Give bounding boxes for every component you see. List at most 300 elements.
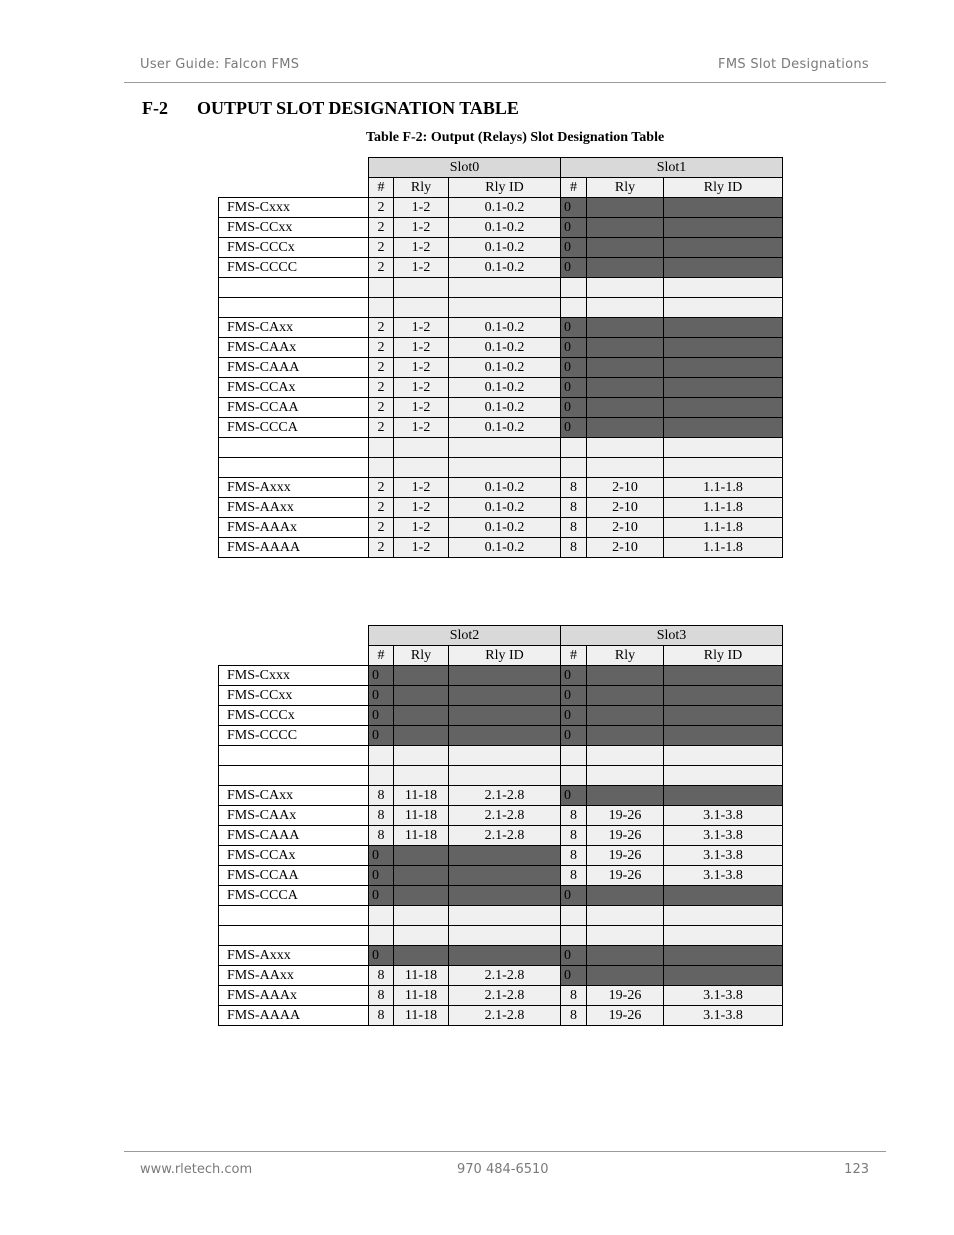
- relay-range: 19-26: [587, 866, 664, 886]
- relay-range: 1-2: [394, 258, 449, 278]
- model-name: FMS-Axxx: [219, 946, 369, 966]
- relay-id-range: 0.1-0.2: [449, 218, 561, 238]
- model-name: FMS-CAxx: [219, 318, 369, 338]
- corner-blank: [219, 646, 369, 666]
- relay-count: 0: [561, 338, 587, 358]
- relay-range: 11-18: [394, 966, 449, 986]
- relay-id-range: 1.1-1.8: [664, 498, 783, 518]
- relay-count: 8: [561, 806, 587, 826]
- relay-count: 0: [369, 726, 394, 746]
- relay-id-range: [664, 766, 783, 786]
- relay-range: [587, 946, 664, 966]
- relay-count: 2: [369, 238, 394, 258]
- slot-header-row: [219, 158, 783, 178]
- col-header-rly-id: Rly ID: [664, 646, 783, 666]
- relay-count: [561, 278, 587, 298]
- table-row: [219, 806, 783, 826]
- relay-count: 0: [561, 666, 587, 686]
- model-name: FMS-CCCA: [219, 418, 369, 438]
- table-row: [219, 826, 783, 846]
- table-row: [219, 966, 783, 986]
- relay-count: 0: [561, 786, 587, 806]
- relay-range: [587, 378, 664, 398]
- relay-count: 2: [369, 198, 394, 218]
- relay-id-range: [449, 866, 561, 886]
- relay-range: [394, 946, 449, 966]
- relay-count: 8: [369, 806, 394, 826]
- col-header-rly: Rly: [394, 646, 449, 666]
- relay-range: [394, 926, 449, 946]
- model-name: FMS-AAAx: [219, 986, 369, 1006]
- header-doc-title: User Guide: Falcon FMS: [140, 57, 300, 72]
- relay-id-range: [664, 666, 783, 686]
- section-number: F-2: [142, 98, 168, 118]
- relay-count: 8: [561, 846, 587, 866]
- relay-range: [587, 418, 664, 438]
- relay-count: 0: [561, 258, 587, 278]
- relay-count: 8: [561, 498, 587, 518]
- relay-range: 2-10: [587, 498, 664, 518]
- col-header-count: #: [369, 646, 394, 666]
- footer-page-number: 123: [844, 1162, 869, 1177]
- relay-range: [394, 886, 449, 906]
- table-row: [219, 338, 783, 358]
- relay-range: 11-18: [394, 986, 449, 1006]
- relay-id-range: [664, 218, 783, 238]
- relay-range: [587, 746, 664, 766]
- relay-count: 2: [369, 318, 394, 338]
- relay-range: [587, 686, 664, 706]
- slot-header: Slot1: [561, 158, 783, 178]
- relay-range: 19-26: [587, 1006, 664, 1026]
- relay-range: 1-2: [394, 238, 449, 258]
- relay-count: [369, 766, 394, 786]
- relay-id-range: [664, 378, 783, 398]
- relay-id-range: [664, 746, 783, 766]
- relay-id-range: [664, 318, 783, 338]
- relay-id-range: 2.1-2.8: [449, 826, 561, 846]
- relay-count: [369, 438, 394, 458]
- model-name: [219, 298, 369, 318]
- relay-id-range: [664, 786, 783, 806]
- model-name: FMS-Axxx: [219, 478, 369, 498]
- model-name: [219, 458, 369, 478]
- relay-range: [587, 238, 664, 258]
- model-name: [219, 926, 369, 946]
- relay-range: 1-2: [394, 318, 449, 338]
- relay-count: 2: [369, 378, 394, 398]
- relay-range: [394, 846, 449, 866]
- relay-range: 19-26: [587, 986, 664, 1006]
- relay-count: 2: [369, 358, 394, 378]
- relay-id-range: 0.1-0.2: [449, 338, 561, 358]
- relay-range: 2-10: [587, 518, 664, 538]
- relay-id-range: [664, 298, 783, 318]
- relay-count: 8: [369, 1006, 394, 1026]
- relay-id-range: [449, 846, 561, 866]
- footer-website: www.rletech.com: [140, 1162, 253, 1177]
- relay-id-range: [449, 298, 561, 318]
- relay-count: 0: [561, 218, 587, 238]
- relay-id-range: [664, 418, 783, 438]
- relay-count: 0: [561, 686, 587, 706]
- relay-count: 8: [561, 986, 587, 1006]
- relay-count: [561, 926, 587, 946]
- spacer-row: [219, 766, 783, 786]
- model-name: FMS-AAxx: [219, 966, 369, 986]
- relay-count: [369, 926, 394, 946]
- relay-count: 8: [369, 966, 394, 986]
- table-row: [219, 1006, 783, 1026]
- relay-id-range: [664, 398, 783, 418]
- model-name: FMS-CAAA: [219, 358, 369, 378]
- relay-count: [561, 438, 587, 458]
- relay-range: [587, 258, 664, 278]
- model-name: FMS-AAAA: [219, 1006, 369, 1026]
- relay-id-range: [449, 726, 561, 746]
- model-name: FMS-CCCC: [219, 258, 369, 278]
- col-header-rly: Rly: [587, 646, 664, 666]
- model-name: FMS-Cxxx: [219, 666, 369, 686]
- slot-header: Slot0: [369, 158, 561, 178]
- col-header-rly: Rly: [394, 178, 449, 198]
- corner-blank: [219, 178, 369, 198]
- relay-count: 8: [369, 786, 394, 806]
- table-row: [219, 666, 783, 686]
- relay-range: [394, 666, 449, 686]
- relay-count: 8: [561, 538, 587, 558]
- relay-count: 0: [561, 398, 587, 418]
- relay-range: [394, 766, 449, 786]
- table-row: [219, 538, 783, 558]
- table-row: [219, 378, 783, 398]
- relay-count: [561, 298, 587, 318]
- relay-id-range: [664, 706, 783, 726]
- spacer-row: [219, 926, 783, 946]
- table-row: [219, 846, 783, 866]
- table-row: [219, 358, 783, 378]
- relay-count: 8: [561, 826, 587, 846]
- relay-count: 2: [369, 478, 394, 498]
- table-row: [219, 318, 783, 338]
- model-name: [219, 766, 369, 786]
- relay-range: [587, 358, 664, 378]
- relay-range: 1-2: [394, 478, 449, 498]
- col-header-count: #: [561, 646, 587, 666]
- relay-id-range: 0.1-0.2: [449, 238, 561, 258]
- table-row: [219, 198, 783, 218]
- model-name: FMS-CAxx: [219, 786, 369, 806]
- slot-header: Slot2: [369, 626, 561, 646]
- relay-id-range: [664, 238, 783, 258]
- model-name: FMS-CAAx: [219, 806, 369, 826]
- relay-range: [394, 866, 449, 886]
- relay-id-range: [664, 338, 783, 358]
- relay-range: [394, 706, 449, 726]
- model-name: [219, 746, 369, 766]
- table-row: [219, 986, 783, 1006]
- relay-range: [587, 786, 664, 806]
- spacer-row: [219, 906, 783, 926]
- relay-count: 0: [369, 666, 394, 686]
- relay-id-range: [664, 946, 783, 966]
- relay-id-range: [664, 438, 783, 458]
- relay-count: [369, 278, 394, 298]
- relay-range: 1-2: [394, 518, 449, 538]
- section-heading: [142, 98, 519, 119]
- relay-count: 0: [561, 946, 587, 966]
- table-row: [219, 726, 783, 746]
- relay-count: 0: [369, 846, 394, 866]
- model-name: FMS-CAAx: [219, 338, 369, 358]
- relay-range: [587, 338, 664, 358]
- relay-count: 0: [561, 726, 587, 746]
- relay-id-range: 0.1-0.2: [449, 538, 561, 558]
- relay-id-range: [664, 686, 783, 706]
- model-name: FMS-CCCA: [219, 886, 369, 906]
- model-name: [219, 438, 369, 458]
- relay-id-range: [449, 278, 561, 298]
- relay-count: 8: [561, 866, 587, 886]
- table-caption: Table F-2: Output (Relays) Slot Designation Table: [366, 130, 665, 145]
- relay-id-range: [449, 686, 561, 706]
- relay-range: 1-2: [394, 498, 449, 518]
- relay-id-range: [664, 926, 783, 946]
- relay-count: 8: [369, 826, 394, 846]
- relay-id-range: 2.1-2.8: [449, 966, 561, 986]
- footer-rule: [124, 1151, 886, 1152]
- relay-count: 0: [561, 886, 587, 906]
- relay-count: 0: [369, 946, 394, 966]
- relay-range: [394, 278, 449, 298]
- model-name: FMS-CCCx: [219, 238, 369, 258]
- table-row: [219, 418, 783, 438]
- model-name: FMS-CCxx: [219, 218, 369, 238]
- relay-count: 0: [561, 318, 587, 338]
- relay-range: [587, 906, 664, 926]
- table-row: [219, 518, 783, 538]
- relay-count: 0: [369, 706, 394, 726]
- relay-id-range: 0.1-0.2: [449, 418, 561, 438]
- relay-id-range: 1.1-1.8: [664, 518, 783, 538]
- relay-id-range: 1.1-1.8: [664, 538, 783, 558]
- table-row: [219, 478, 783, 498]
- relay-range: [587, 278, 664, 298]
- relay-id-range: [664, 358, 783, 378]
- table-row: [219, 946, 783, 966]
- relay-id-range: [664, 726, 783, 746]
- header-chapter-title: FMS Slot Designations: [718, 57, 869, 72]
- relay-range: 1-2: [394, 418, 449, 438]
- relay-id-range: 0.1-0.2: [449, 318, 561, 338]
- relay-count: 0: [561, 966, 587, 986]
- table-row: [219, 218, 783, 238]
- model-name: FMS-CCCC: [219, 726, 369, 746]
- slot-header-row: [219, 626, 783, 646]
- model-name: FMS-CCAx: [219, 378, 369, 398]
- corner-blank: [219, 626, 369, 646]
- table-row: [219, 258, 783, 278]
- model-name: FMS-CCAx: [219, 846, 369, 866]
- col-header-count: #: [369, 178, 394, 198]
- relay-id-range: [664, 278, 783, 298]
- relay-count: 0: [561, 418, 587, 438]
- relay-count: 2: [369, 218, 394, 238]
- relay-id-range: 0.1-0.2: [449, 358, 561, 378]
- spacer-row: [219, 438, 783, 458]
- relay-range: [587, 298, 664, 318]
- relay-id-range: [449, 766, 561, 786]
- model-name: FMS-CCAA: [219, 866, 369, 886]
- table-row: [219, 238, 783, 258]
- relay-id-range: [664, 198, 783, 218]
- relay-count: [369, 746, 394, 766]
- relay-id-range: [664, 966, 783, 986]
- col-header-rly-id: Rly ID: [664, 178, 783, 198]
- relay-id-range: 3.1-3.8: [664, 866, 783, 886]
- spacer-row: [219, 458, 783, 478]
- col-header-rly: Rly: [587, 178, 664, 198]
- relay-count: [561, 906, 587, 926]
- relay-range: 1-2: [394, 218, 449, 238]
- relay-range: [587, 438, 664, 458]
- relay-count: [369, 906, 394, 926]
- relay-range: [587, 886, 664, 906]
- relay-id-range: 0.1-0.2: [449, 378, 561, 398]
- relay-count: 2: [369, 418, 394, 438]
- relay-range: 1-2: [394, 358, 449, 378]
- footer-phone: 970 484-6510: [457, 1162, 549, 1177]
- spacer-row: [219, 298, 783, 318]
- slot-header: Slot3: [561, 626, 783, 646]
- relay-range: 2-10: [587, 538, 664, 558]
- relay-range: [587, 198, 664, 218]
- relay-id-range: 0.1-0.2: [449, 198, 561, 218]
- relay-range: [587, 318, 664, 338]
- model-name: FMS-Cxxx: [219, 198, 369, 218]
- relay-count: [561, 766, 587, 786]
- relay-count: 0: [561, 358, 587, 378]
- relay-id-range: [449, 438, 561, 458]
- relay-range: [587, 726, 664, 746]
- relay-id-range: 3.1-3.8: [664, 986, 783, 1006]
- col-header-rly-id: Rly ID: [449, 178, 561, 198]
- relay-count: 2: [369, 398, 394, 418]
- slot-table-0-1: [218, 157, 783, 558]
- relay-id-range: [664, 886, 783, 906]
- spacer-row: [219, 746, 783, 766]
- relay-count: 0: [561, 198, 587, 218]
- relay-range: 11-18: [394, 826, 449, 846]
- relay-id-range: 2.1-2.8: [449, 806, 561, 826]
- relay-range: [587, 458, 664, 478]
- relay-range: [394, 746, 449, 766]
- table-row: [219, 866, 783, 886]
- relay-range: 11-18: [394, 806, 449, 826]
- model-name: FMS-CAAA: [219, 826, 369, 846]
- relay-id-range: [449, 926, 561, 946]
- table-row: [219, 686, 783, 706]
- relay-range: [587, 926, 664, 946]
- relay-count: 0: [369, 886, 394, 906]
- relay-id-range: 0.1-0.2: [449, 498, 561, 518]
- relay-range: [394, 726, 449, 746]
- relay-id-range: [449, 666, 561, 686]
- relay-id-range: [664, 458, 783, 478]
- relay-count: [561, 458, 587, 478]
- relay-id-range: 3.1-3.8: [664, 826, 783, 846]
- relay-id-range: 3.1-3.8: [664, 1006, 783, 1026]
- relay-range: [394, 458, 449, 478]
- relay-count: 2: [369, 338, 394, 358]
- relay-id-range: [449, 458, 561, 478]
- relay-range: 1-2: [394, 198, 449, 218]
- relay-id-range: [449, 906, 561, 926]
- relay-count: 2: [369, 258, 394, 278]
- relay-range: [587, 766, 664, 786]
- column-header-row: [219, 646, 783, 666]
- relay-id-range: 0.1-0.2: [449, 398, 561, 418]
- relay-range: [587, 966, 664, 986]
- relay-range: [394, 906, 449, 926]
- relay-range: [394, 438, 449, 458]
- relay-id-range: [449, 746, 561, 766]
- relay-range: 2-10: [587, 478, 664, 498]
- relay-id-range: 2.1-2.8: [449, 786, 561, 806]
- relay-count: [561, 746, 587, 766]
- relay-range: [587, 398, 664, 418]
- relay-count: 8: [369, 986, 394, 1006]
- table-row: [219, 786, 783, 806]
- relay-count: 2: [369, 498, 394, 518]
- col-header-count: #: [561, 178, 587, 198]
- relay-id-range: 2.1-2.8: [449, 1006, 561, 1026]
- relay-id-range: 3.1-3.8: [664, 806, 783, 826]
- relay-count: [369, 298, 394, 318]
- model-name: [219, 906, 369, 926]
- spacer-row: [219, 278, 783, 298]
- relay-count: 8: [561, 518, 587, 538]
- relay-range: [587, 218, 664, 238]
- relay-id-range: 1.1-1.8: [664, 478, 783, 498]
- relay-range: 1-2: [394, 398, 449, 418]
- relay-id-range: [449, 706, 561, 726]
- relay-id-range: 3.1-3.8: [664, 846, 783, 866]
- relay-range: 1-2: [394, 338, 449, 358]
- relay-id-range: 0.1-0.2: [449, 518, 561, 538]
- header-rule: [124, 82, 886, 83]
- relay-count: 0: [369, 686, 394, 706]
- relay-count: 2: [369, 538, 394, 558]
- table-row: [219, 398, 783, 418]
- relay-range: 19-26: [587, 806, 664, 826]
- table-row: [219, 886, 783, 906]
- relay-range: [587, 666, 664, 686]
- section-title: OUTPUT SLOT DESIGNATION TABLE: [197, 98, 519, 118]
- relay-id-range: 0.1-0.2: [449, 478, 561, 498]
- model-name: FMS-AAAA: [219, 538, 369, 558]
- relay-count: 8: [561, 478, 587, 498]
- model-name: FMS-AAAx: [219, 518, 369, 538]
- relay-range: 11-18: [394, 786, 449, 806]
- relay-id-range: [664, 906, 783, 926]
- column-header-row: [219, 178, 783, 198]
- relay-id-range: [664, 258, 783, 278]
- relay-range: [394, 298, 449, 318]
- table-row: [219, 498, 783, 518]
- relay-count: 0: [561, 378, 587, 398]
- relay-range: 19-26: [587, 846, 664, 866]
